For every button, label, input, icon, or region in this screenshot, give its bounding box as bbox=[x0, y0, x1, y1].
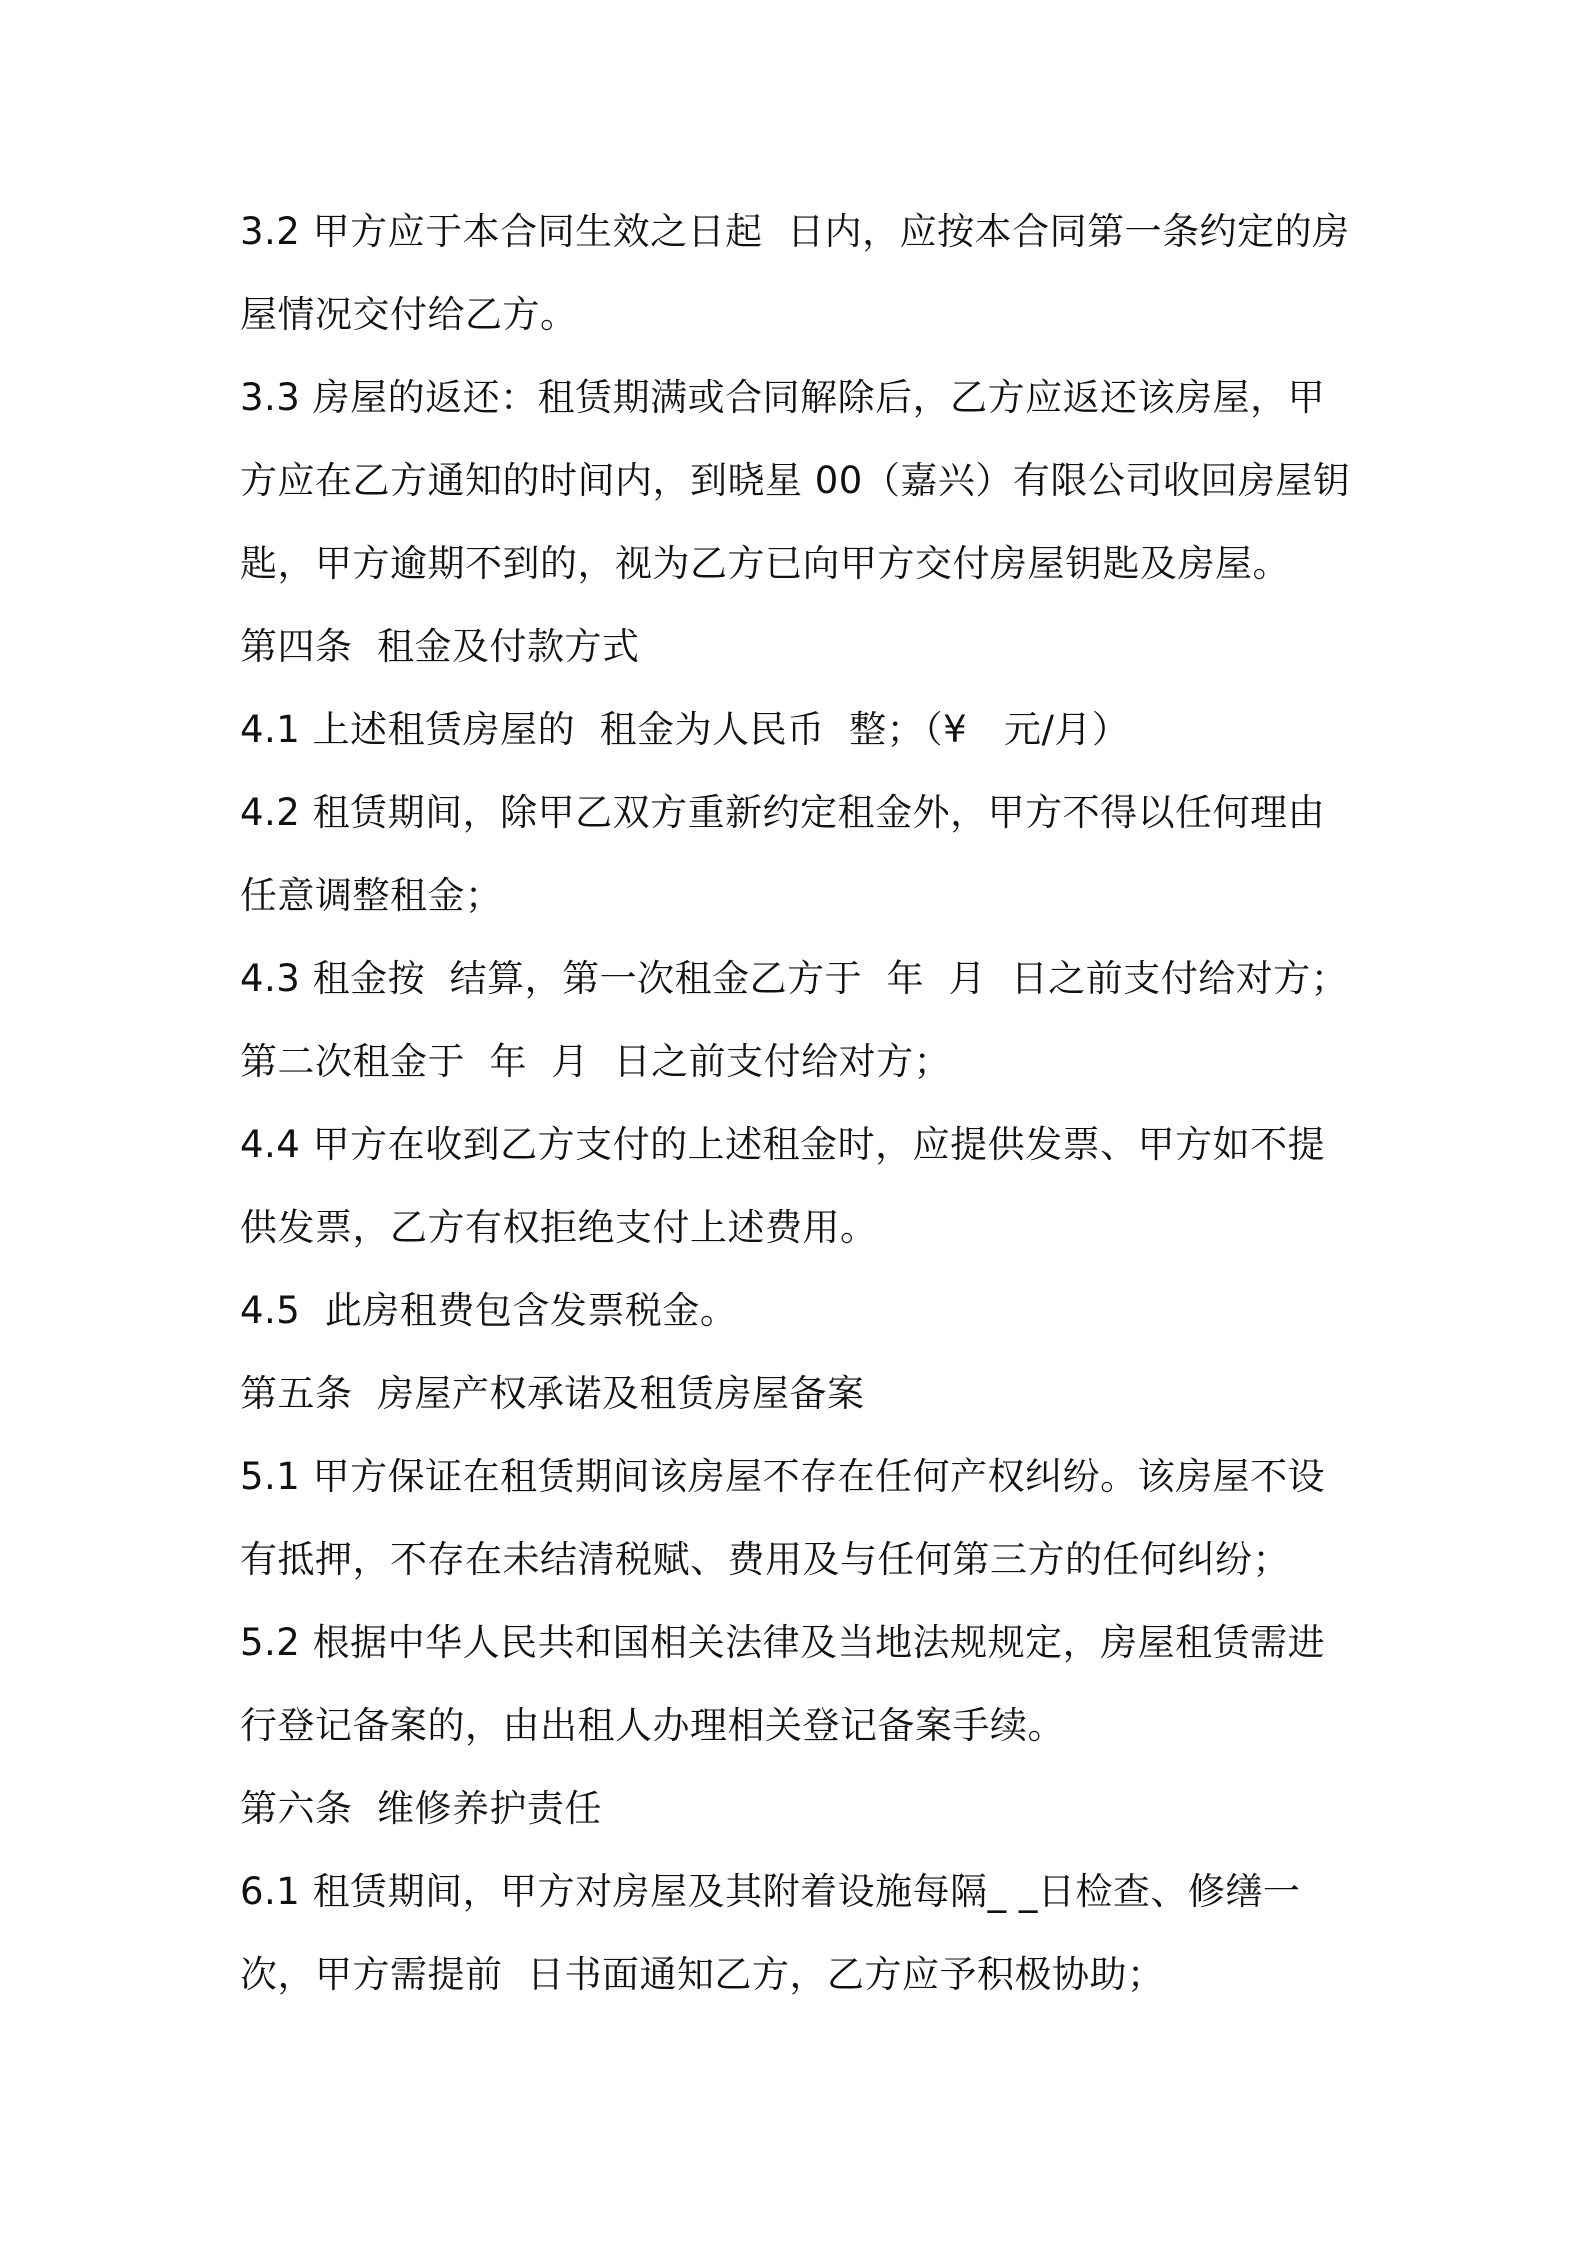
clause-4-4: 4.4 甲方在收到乙方支付的上述租金时，应提供发票、甲方如不提供发票，乙方有权拒绝支付上述费用。 bbox=[240, 1123, 1326, 1249]
clause-6-1: 6.1 租赁期间，甲方对房屋及其附着设施每隔_ _日检查、修缮一次，甲方需提前 日书面通知乙方，乙方应予积极协助； bbox=[240, 1870, 1301, 1996]
article-5-heading: 第五条 房屋产权承诺及租赁房屋备案 bbox=[240, 1372, 865, 1415]
clause-4-5: 4.5 此房租费包含发票税金。 bbox=[240, 1289, 738, 1332]
clause-3-2: 3.2 甲方应于本合同生效之日起 日内，应按本合同第一条约定的房屋情况交付给乙方。 bbox=[240, 210, 1350, 336]
clause-4-1: 4.1 上述租赁房屋的 租金为人民币 整；（¥ 元/月） bbox=[240, 708, 1130, 751]
clause-5-2: 5.2 根据中华人民共和国相关法律及当地法规规定，房屋租赁需进行登记备案的，由出租人办理相关登记备案手续。 bbox=[240, 1621, 1326, 1747]
document-body bbox=[240, 190, 1360, 2016]
article-4-heading: 第四条 租金及付款方式 bbox=[240, 625, 640, 668]
clause-3-3: 3.3 房屋的返还：租赁期满或合同解除后，乙方应返还该房屋，甲方应在乙方通知的时间内，到晓星 00（嘉兴）有限公司收回房屋钥匙，甲方逾期不到的，视为乙方已向甲方交付房屋钥匙及房屋。 bbox=[240, 376, 1351, 585]
article-6-heading: 第六条 维修养护责任 bbox=[240, 1787, 603, 1830]
clause-5-1: 5.1 甲方保证在租赁期间该房屋不存在任何产权纠纷。该房屋不设有抵押，不存在未结清税赋、费用及与任何第三方的任何纠纷； bbox=[240, 1455, 1326, 1581]
clause-4-2: 4.2 租赁期间，除甲乙双方重新约定租金外，甲方不得以任何理由任意调整租金； bbox=[240, 791, 1326, 917]
clause-4-3: 4.3 租金按 结算，第一次租金乙方于 年 月 日之前支付给对方；第二次租金于 年 月 日之前支付给对方； bbox=[240, 957, 1349, 1083]
